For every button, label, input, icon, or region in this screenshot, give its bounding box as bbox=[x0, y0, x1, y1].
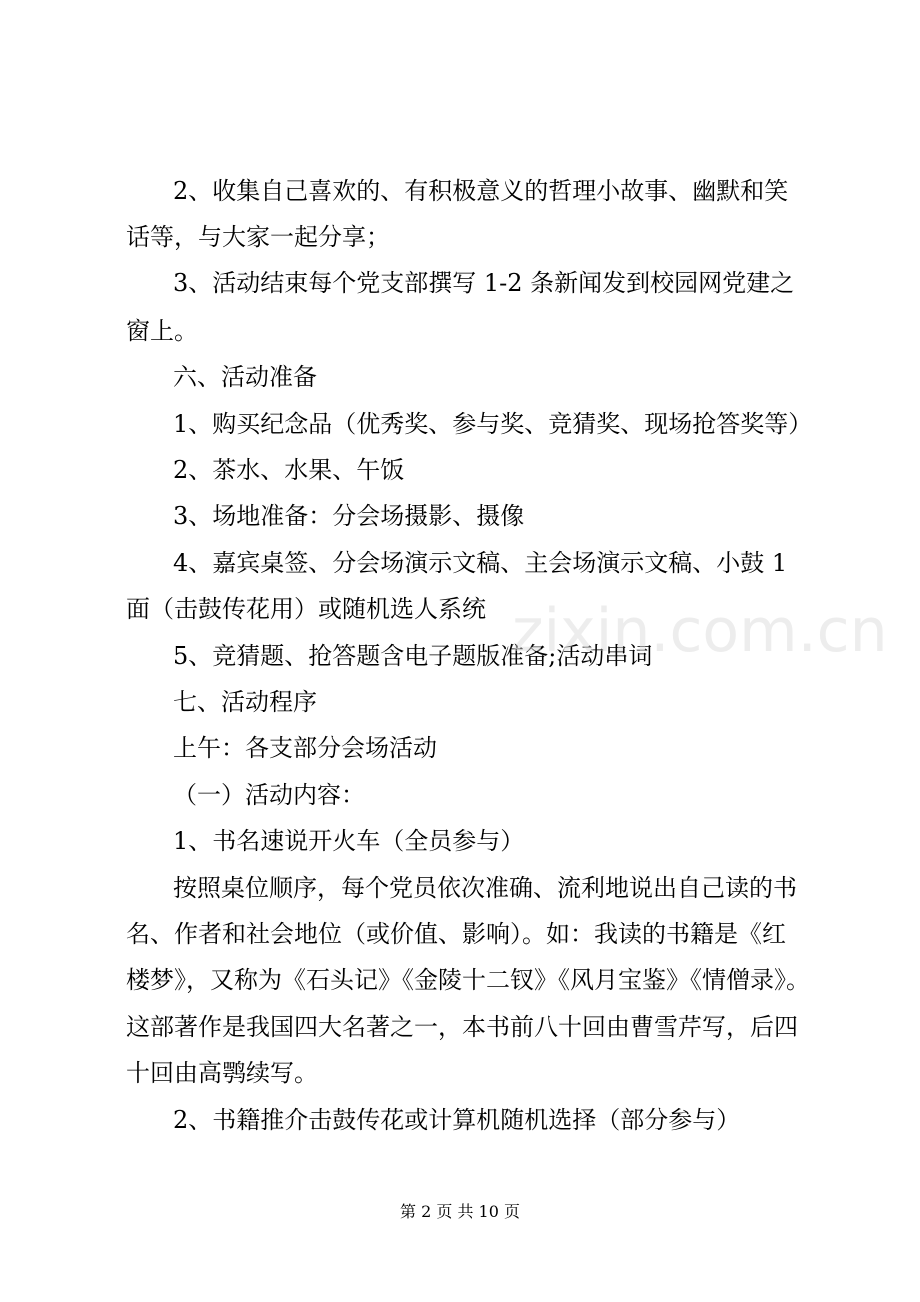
text-line: 上午：各支部分会场活动 bbox=[173, 734, 437, 762]
text-line: 楼梦》，又称为《石头记》《金陵十二钗》《风月宝鉴》《情僧录》。 bbox=[126, 966, 810, 994]
text-line: 按照桌位顺序，每个党员依次准确、流利地说出自己读的书 bbox=[173, 874, 797, 902]
text-line: 5、竞猜题、抢答题含电子题版准备;活动串词 bbox=[173, 642, 653, 670]
section-heading: 六、活动准备 bbox=[173, 363, 317, 391]
page-footer: 第 2 页 共 10 页 bbox=[400, 1202, 520, 1221]
text-line: 面（击鼓传花用）或随机选人系统 bbox=[126, 595, 486, 623]
text-line: 1、购买纪念品（优秀奖、参与奖、竞猜奖、现场抢答奖等） bbox=[173, 410, 813, 438]
text-line: 2、书籍推介击鼓传花或计算机随机选择（部分参与） bbox=[173, 1106, 741, 1134]
subsection-heading: （一）活动内容： bbox=[173, 781, 365, 809]
text-line: 名、作者和社会地位（或价值、影响）。如：我读的书籍是《红 bbox=[126, 920, 786, 948]
text-line: 十回由高鹗续写。 bbox=[126, 1059, 318, 1087]
text-line: 窗上。 bbox=[126, 317, 198, 345]
watermark: zixin.com.cn bbox=[512, 596, 888, 666]
text-line: 4、嘉宾桌签、分会场演示文稿、主会场演示文稿、小鼓 1 bbox=[173, 549, 788, 577]
text-line: 这部著作是我国四大名著之一，本书前八十回由曹雪芹写，后四 bbox=[126, 1013, 798, 1041]
text-line: 1、书名速说开火车（全员参与） bbox=[173, 827, 525, 855]
text-line: 3、场地准备：分会场摄影、摄像 bbox=[173, 502, 525, 530]
text-line: 2、收集自己喜欢的、有积极意义的哲理小故事、幽默和笑 bbox=[173, 177, 789, 205]
text-line: 3、活动结束每个党支部撰写 1-2 条新闻发到校园网党建之 bbox=[173, 269, 795, 297]
text-line: 话等，与大家一起分享； bbox=[126, 223, 390, 251]
text-line: 2、茶水、水果、午饭 bbox=[173, 456, 405, 484]
section-heading: 七、活动程序 bbox=[173, 688, 317, 716]
